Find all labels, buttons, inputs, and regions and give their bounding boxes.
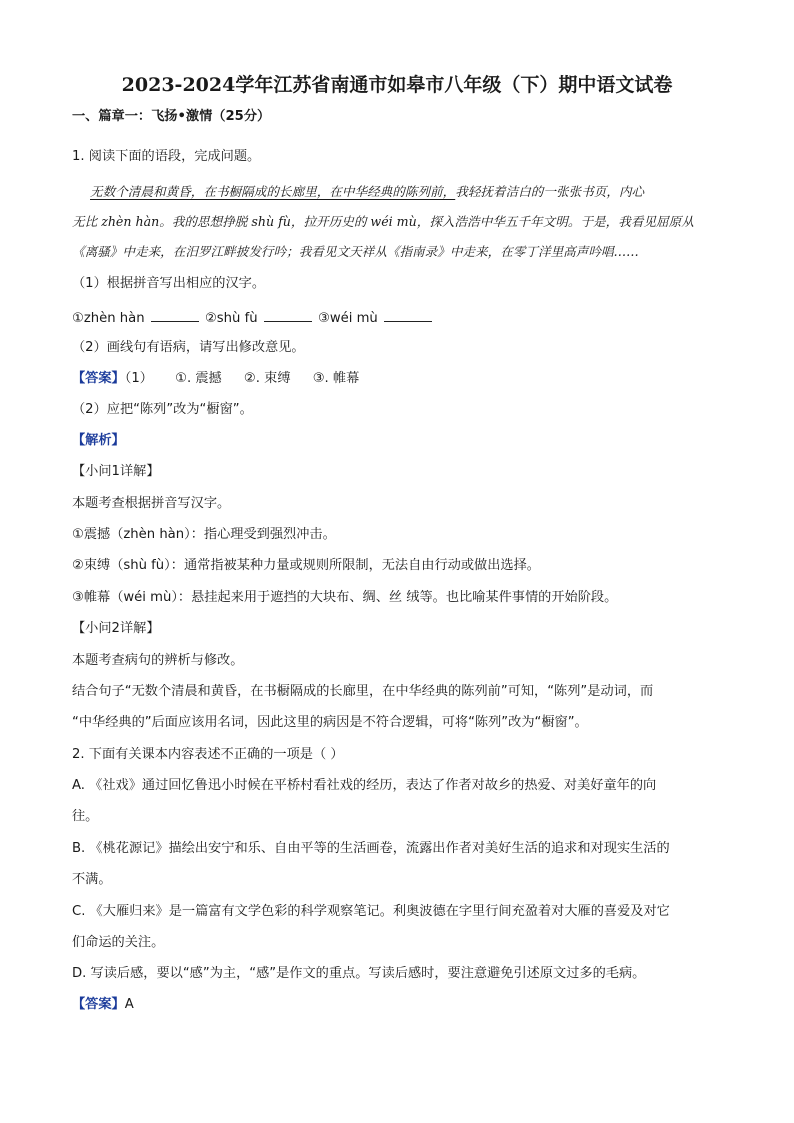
answer-item-1: ①. 震撼 (175, 371, 222, 386)
detail-2-text-2: “中华经典的”后面应该用名词，因此这里的病因是不符合逻辑，可将“陈列”改为“橱窗”。 (72, 715, 588, 730)
answer-blank-3[interactable] (384, 309, 432, 322)
pinyin-blanks (72, 309, 434, 328)
answer-value: A (124, 997, 134, 1012)
option-a-line-1: A. 《社戏》通过回忆鲁迅小时候在平桥村看社戏的经历，表达了作者对故乡的热爱、对美好童年的向 (72, 778, 657, 793)
detail-1-intro: 本题考查根据拼音写汉字。 (72, 496, 231, 511)
question-2-answer (72, 996, 134, 1014)
question-1-prompt: 1. 阅读下面的语段，完成问题。 (72, 149, 261, 164)
detail-2-intro: 本题考查病句的辨析与修改。 (72, 653, 244, 668)
option-b-line-2: 不满。 (72, 872, 112, 887)
answer-part-1-label: （1） (124, 371, 153, 386)
detail-2-heading: 【小问2详解】 (72, 621, 160, 636)
sub-question-1: （1）根据拼音写出相应的汉字。 (72, 276, 266, 291)
detail-2-text-1: 结合句子“无数个清晨和黄昏，在书橱隔成的长廊里，在中华经典的陈列前”可知，“陈列”是动词，而 (72, 684, 654, 699)
detail-1-item-2: ②束缚（shù fù）：通常指被某种力量或规则所限制，无法自由行动或做出选择。 (72, 558, 540, 573)
page-title: 2023-2024学年江苏省南通市如皋市八年级（下）期中语文试卷 (121, 74, 673, 96)
answer-tag: 【答案】 (72, 371, 125, 386)
passage-line-2: 无比 zhèn hàn。我的思想挣脱 shù fù，拉开历史的 wéi mù，探入浩浩中华五千年文明。于是，我看见屈原从 (72, 214, 694, 229)
answer-item-3: ③. 帷幕 (312, 371, 360, 386)
analysis-tag: 【解析】 (72, 433, 125, 448)
blank-label-1: ①zhèn hàn (72, 311, 145, 326)
section-heading: 一、篇章一：飞扬•激情（25分） (72, 109, 271, 124)
blank-label-3: ③wéi mù (318, 311, 378, 326)
detail-1-item-1: ①震撼（zhèn hàn）：指心理受到强烈冲击。 (72, 527, 336, 542)
underlined-sentence: 无数个清晨和黄昏，在书橱隔成的长廊里，在中华经典的陈列前， (90, 184, 456, 199)
sub-question-2: （2）画线句有语病，请写出修改意见。 (72, 340, 305, 355)
passage-line-3: 《离骚》中走来，在汨罗江畔披发行吟；我看见文天祥从《指南录》中走来，在零丁洋里高声吟唱…… (72, 244, 639, 259)
question-2-prompt: 2. 下面有关课本内容表述不正确的一项是（ ） (72, 747, 344, 762)
option-a-line-2: 往。 (72, 809, 99, 824)
option-b-line-1: B. 《桃花源记》描绘出安宁和乐、自由平等的生活画卷，流露出作者对美好生活的追求和对现实生活的 (72, 841, 670, 856)
answer-tag: 【答案】 (72, 997, 125, 1012)
option-c-line-1: C. 《大雁归来》是一篇富有文学色彩的科学观察笔记。利奥波德在字里行间充盈着对大雁的喜爱及对它 (72, 904, 670, 919)
answer-item-2: ②. 束缚 (243, 371, 291, 386)
answer-row-1 (72, 370, 359, 388)
option-d: D. 写读后感，要以“感”为主，“感”是作文的重点。写读后感时，要注意避免引述原文过多的毛病。 (72, 966, 646, 981)
detail-1-heading: 【小问1详解】 (72, 464, 160, 479)
passage-line-1-rest: 我轻抚着洁白的一张张书页，内心 (455, 184, 645, 199)
passage-line-1 (90, 183, 644, 201)
answer-part-2: （2）应把“陈列”改为“橱窗”。 (72, 402, 253, 417)
detail-1-item-3: ③帷幕（wéi mù）：悬挂起来用于遮挡的大块布、绸、丝 绒等。也比喻某件事情的开始阶段。 (72, 590, 618, 605)
blank-label-2: ②shù fù (204, 311, 258, 326)
answer-blank-2[interactable] (264, 309, 312, 322)
answer-blank-1[interactable] (151, 309, 199, 322)
option-c-line-2: 们命运的关注。 (72, 935, 165, 950)
